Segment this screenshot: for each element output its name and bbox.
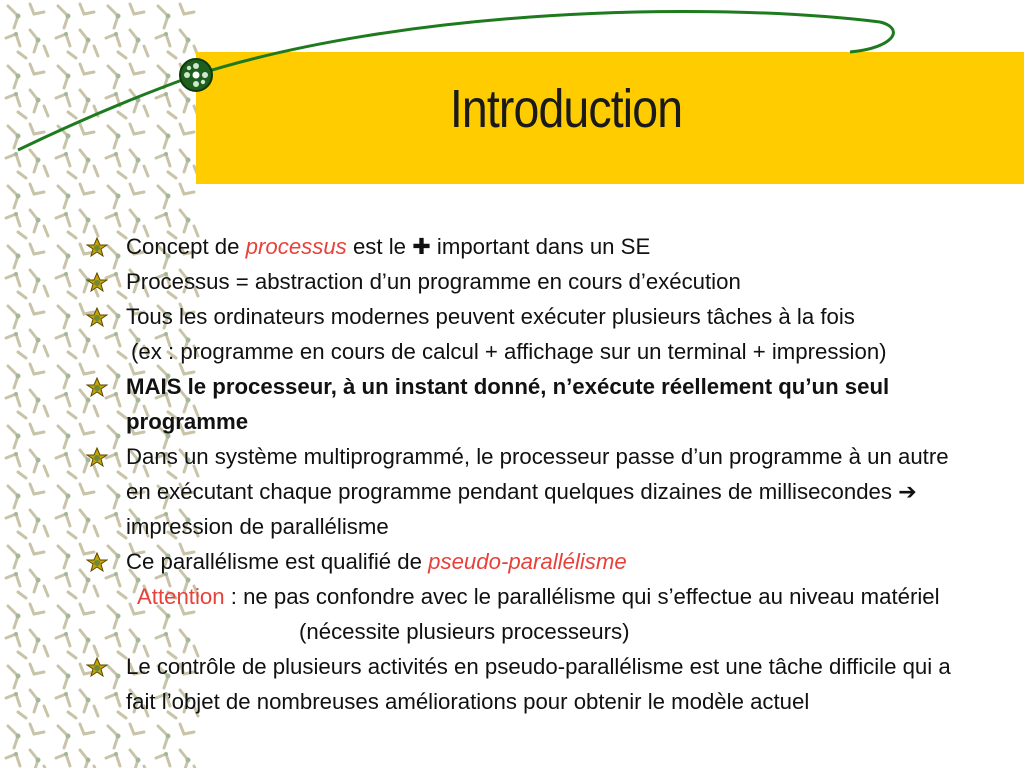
bullet-item — [86, 544, 1006, 579]
network-node-icon — [180, 59, 212, 91]
star-bullet-icon — [86, 377, 108, 397]
bullet-item — [86, 229, 1006, 264]
bullet-text: en exécutant chaque programme pendant quelques dizaines de millisecondes — [126, 479, 899, 504]
bullet-item — [86, 439, 1006, 544]
bullet-text: fait l’objet de nombreuses améliorations pour obtenir le modèle actuel — [126, 689, 810, 714]
emphasis-processus: processus — [245, 234, 347, 259]
bullet-text: Le contrôle de plusieurs activités en pseudo-parallélisme est une tâche difficile qui a — [126, 654, 951, 679]
bullet-text: Concept de — [126, 234, 246, 259]
star-bullet-icon — [86, 447, 108, 467]
bullet-text: Dans un système multiprogrammé, le processeur passe d’un programme à un autre — [126, 444, 949, 469]
note-text: : ne pas confondre avec le parallélisme qui s’effectue au niveau matériel — [224, 584, 940, 609]
plus-icon: ✚ — [412, 234, 431, 259]
bullet-text: est le — [346, 234, 413, 259]
bullet-text: Processus = abstraction d’un programme en cours d’exécution — [126, 269, 741, 294]
bullet-item — [86, 649, 1006, 719]
emphasis-pseudo-parallelisme: pseudo-parallélisme — [428, 549, 627, 574]
bullet-item — [86, 369, 1006, 439]
star-bullet-icon — [86, 657, 108, 677]
attention-label: Attention — [137, 584, 225, 609]
star-bullet-icon — [86, 237, 108, 257]
attention-note — [86, 579, 1006, 649]
note-text: (nécessite plusieurs processeurs) — [299, 619, 630, 644]
bullet-text: (ex : programme en cours de calcul + affichage sur un terminal + impression) — [131, 339, 887, 364]
star-bullet-icon — [86, 552, 108, 572]
bullet-text: impression de parallélisme — [126, 514, 389, 539]
bullet-item — [86, 264, 1006, 299]
bullet-text: important dans un SE — [430, 234, 651, 259]
slide-title: Introduction — [449, 79, 683, 139]
bullet-text: MAIS le processeur, à un instant donné, n’exécute réellement qu’un seul — [126, 374, 890, 399]
bullet-item — [86, 299, 1006, 369]
bullet-text: programme — [126, 409, 249, 434]
star-bullet-icon — [86, 307, 108, 327]
arrow-right-icon: ➔ — [898, 479, 917, 504]
bullet-list — [86, 229, 1006, 719]
bullet-text: Tous les ordinateurs modernes peuvent exécuter plusieurs tâches à la fois — [126, 304, 855, 329]
star-bullet-icon — [86, 272, 108, 292]
bullet-text: Ce parallélisme est qualifié de — [126, 549, 429, 574]
